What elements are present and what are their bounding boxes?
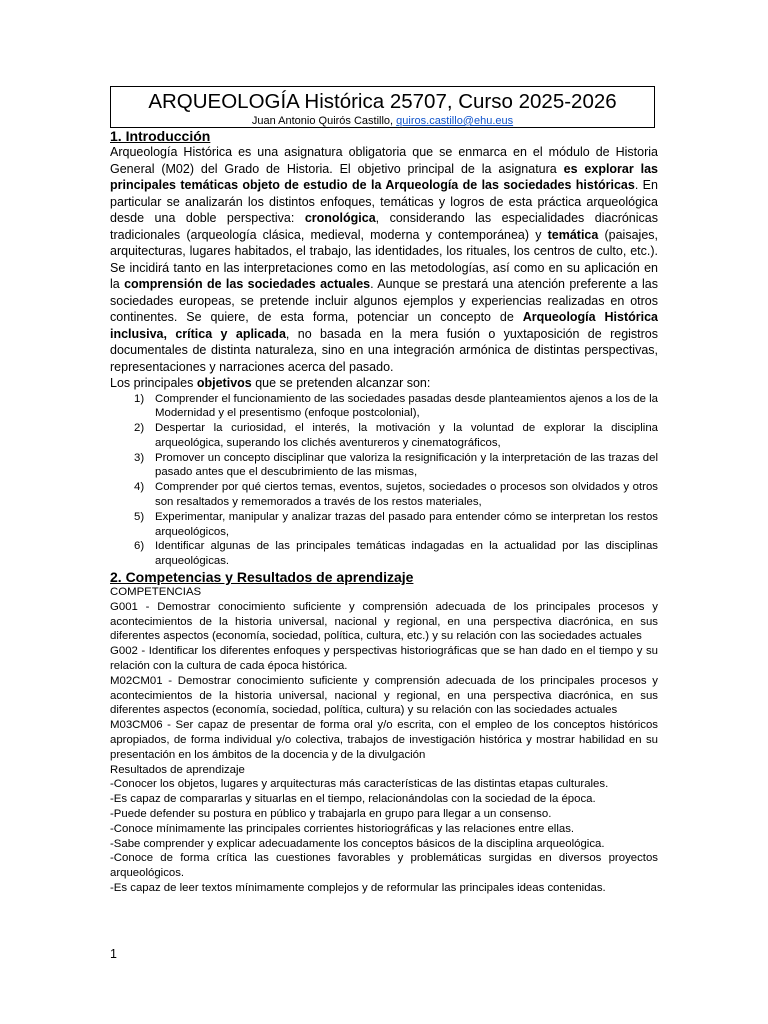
list-item [110,421,658,451]
result-item: -Conoce mínimamente las principales corrientes historiográficas y las relaciones entre ellas. [110,822,575,835]
competencias-label: COMPETENCIAS [110,586,202,599]
intro-text: , no basada en la mera fusión o yuxtaposición de registros documentales de distinta naturaleza, sino en una integración armónica de distintas perspectivas, representaciones y narraciones acerca del pasado. [110,326,659,374]
section-heading-introduccion: 1. Introducción [110,128,211,144]
result-item: -Sabe comprender y explicar adecuadamente los conceptos básicos de la disciplina arqueológica. [110,837,605,850]
objectives-intro [110,375,658,392]
author-email-link[interactable]: quiros.castillo@ehu.eus [396,115,514,127]
objectives-list [110,392,658,570]
list-item [110,392,658,422]
intro-bold-text: cronológica [304,211,376,225]
list-item-text: Comprender el funcionamiento de las sociedades pasadas desde planteamientos ajenos a los de la Modernidad y el presentismo (enfoque postcolonial), [155,392,658,420]
results-label: Resultados de aprendizaje [110,763,245,776]
list-item-text: Experimentar, manipular y analizar trazas del pasado para entender cómo se interpretan los restos arqueológicos, [155,510,658,538]
objectives-bold-word: objetivos [196,376,252,390]
list-item [110,480,658,510]
result-item: -Conoce de forma crítica las cuestiones favorables y problemáticas surgidas en diversos proyectos arqueológicos. [110,852,658,880]
list-item-text: Promover un concepto disciplinar que valoriza la resignificación y la interpretación de las trazas del pasado antes que el descubrimiento de las mismas, [155,451,658,479]
intro-bold-text: es explorar las principales temáticas objeto de estudio de la Arqueología de las sociedades históricas [110,161,658,192]
document-title: ARQUEOLOGÍA Histórica 25707, Curso 2025-2026 [148,90,617,113]
list-item [110,510,658,540]
page-number: 1 [110,947,117,961]
author-name: Juan Antonio Quirós Castillo, [251,115,397,127]
list-item-number: 2) [134,422,145,435]
competencia-item: G001 - Demostrar conocimiento suficiente y comprensión adecuada de los principales procesos y acontecimientos de la historia universal, nacional y regional, en una perspectiva diacrónica, en sus diferentes aspectos (economía, sociedad, política, cultura, etc.) y su relación con las sociedades actuales [110,600,658,643]
intro-bold-text: Arqueología Histórica inclusiva, crítica y aplicada [110,310,658,341]
list-item-number: 5) [134,510,145,523]
list-item-number: 3) [134,451,145,464]
intro-bold-text: temática [547,227,599,242]
objectives-intro-text: que se pretenden alcanzar son: [251,376,431,390]
result-item: -Puede defender su postura en público y trabajarla en grupo para llegar a un consenso. [110,808,552,821]
result-item: -Es capaz de leer textos mínimamente complejos y de reformular las principales ideas contenidas. [110,882,606,894]
title-box [110,86,655,128]
intro-text: . En particular se analizarán los distintos enfoques, temáticas y logros de esta práctica arqueológica desde una doble perspectiva: [110,178,658,225]
document-page [110,86,658,896]
intro-text: (paisajes, arquitecturas, lugares habitados, el trabajo, las identidades, los rituales, los centros de culto, etc.). Se incidirá tanto en las interpretaciones como en las metodologías, así como en su aplicación en la [110,227,658,291]
intro-bold-text: comprensión de las sociedades actuales [124,277,371,291]
intro-text: . Aunque se prestará una atención preferente a las sociedades europeas, se pretende incluir algunos ejemplos y experiencias realizadas en otros continentes. Se quiere, de esta forma, potenciar un concepto de [110,277,658,324]
author-line [111,115,654,127]
list-item [110,539,658,569]
result-item: -Conocer los objetos, lugares y arquitecturas más características de las distintas etapas culturales. [110,778,609,791]
competencia-item: M02CM01 - Demostrar conocimiento suficiente y comprensión adecuada de los principales procesos y acontecimientos de la historia universal, nacional y regional, en una perspectiva diacrónica, en sus diferentes aspectos (economía, sociedad, política, cultura) y su relación con las sociedades actuales [110,674,658,717]
section-heading-competencias: 2. Competencias y Resultados de aprendizaje [110,569,414,586]
result-item: -Es capaz de compararlas y situarlas en el tiempo, relacionándolas con la sociedad de la época. [110,793,596,806]
list-item-number: 6) [134,540,145,553]
list-item-number: 4) [134,481,145,494]
list-item-text: Despertar la curiosidad, el interés, la motivación y la voluntad de explorar la disciplina arqueológica, superando los clichés aventureros y cinematográficos, [155,422,658,449]
intro-text: Arqueología Histórica es una asignatura obligatoria que se enmarca en el módulo de Historia General (M02) del Grado de Historia. El objetivo principal de la asignatura [110,145,658,176]
list-item [110,451,658,481]
intro-paragraph [110,144,658,375]
objectives-intro-text: Los principales [110,376,197,390]
list-item-text: Identificar algunas de las principales temáticas indagadas en la actualidad por las disciplinas arqueológicas. [155,540,658,568]
competencia-item: M03CM06 - Ser capaz de presentar de forma oral y/o escrita, con el empleo de los conceptos históricos apropiados, de forma individual y/o colectiva, trabajos de investigación histórica y mostrar habilidad en su presentación en los ámbitos de la docencia y de la divulgación [110,719,658,761]
competencia-item: G002 - Identificar los diferentes enfoques y perspectivas historiográficas que se han dado en el tiempo y su relación con la cultura de cada época histórica. [110,645,658,673]
list-item-number: 1) [134,392,145,405]
list-item-text: Comprender por qué ciertos temas, eventos, sujetos, sociedades o procesos son olvidados y otros son resaltados y rememorados a través de los restos materiales, [155,481,658,509]
intro-text: , considerando las especialidades diacrónicas tradicionales (arqueología clásica, medieval, moderna y contemporánea) y [110,211,658,242]
